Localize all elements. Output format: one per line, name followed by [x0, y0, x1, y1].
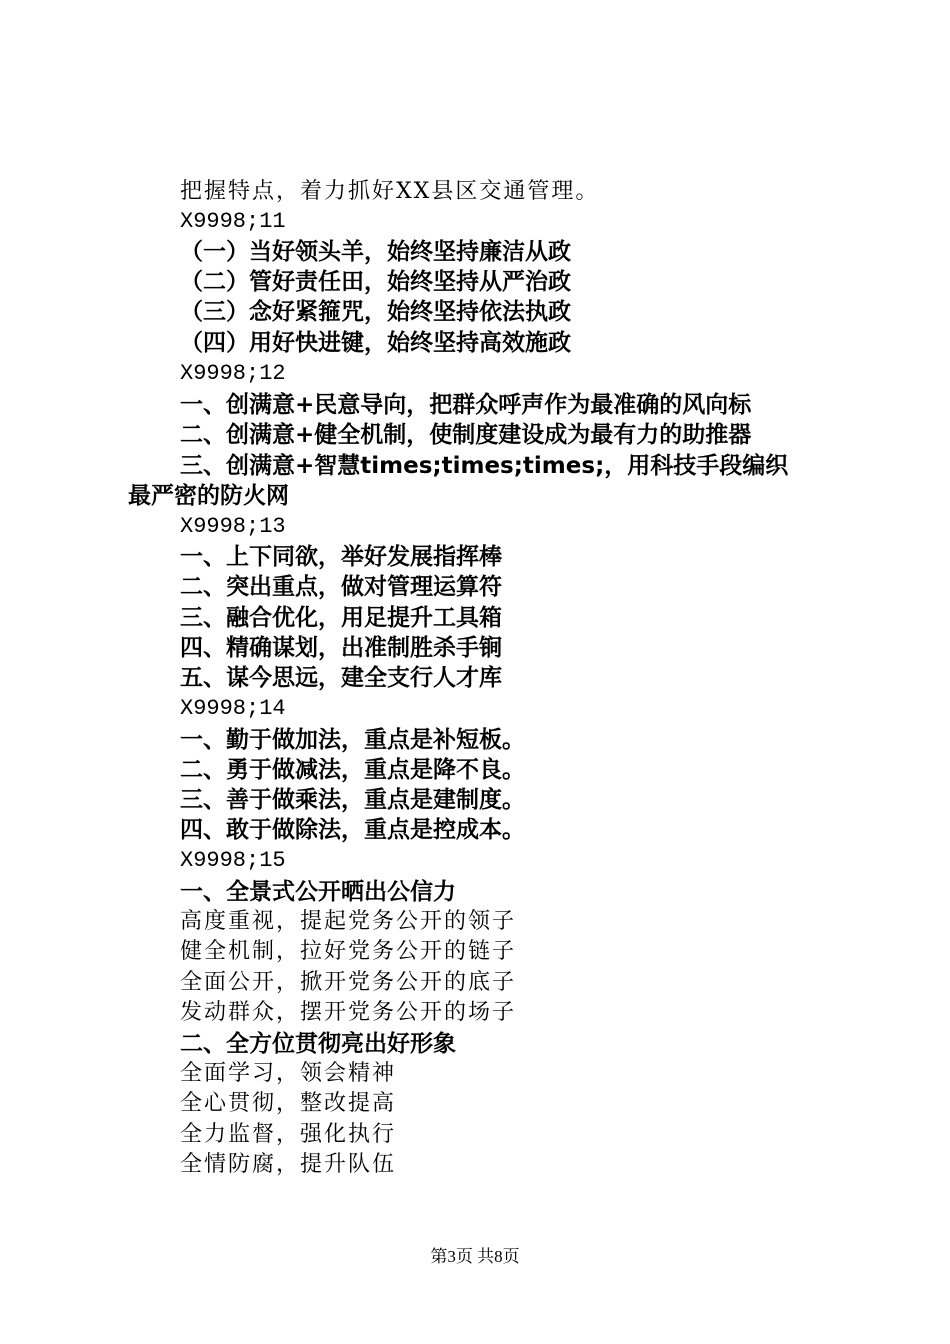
list-item: 三、善于做乘法，重点是建制度。	[180, 787, 525, 813]
section-marker: X9998;15	[180, 848, 286, 873]
list-item: 四、敢于做除法，重点是控成本。	[180, 817, 525, 843]
paragraph-line: 把握特点，着力抓好XX县区交通管理。	[180, 179, 600, 204]
list-item: 三、融合优化，用足提升工具箱	[180, 605, 502, 631]
page-footer: 第3页 共8页	[430, 1247, 520, 1266]
paragraph-line: 健全机制，拉好党务公开的链子	[180, 939, 517, 964]
paragraph-line: 全情防腐，提升队伍	[180, 1152, 397, 1177]
paragraph-line: 全力监督，强化执行	[180, 1122, 397, 1147]
list-item: 二、突出重点，做对管理运算符	[180, 574, 502, 600]
list-item: （一）当好领头羊，始终坚持廉洁从政	[180, 239, 571, 265]
list-item: 一、勤于做加法，重点是补短板。	[180, 727, 525, 753]
list-item: 三、创满意+智慧times;times;times;，用科技手段编织	[180, 453, 789, 479]
list-item: 一、全景式公开晒出公信力	[180, 879, 456, 905]
list-item-continuation: 最严密的防火网	[128, 483, 289, 509]
list-item: 四、精确谋划，出准制胜杀手锏	[180, 635, 502, 661]
paragraph-line: 高度重视，提起党务公开的领子	[180, 909, 517, 934]
list-item: （三）念好紧箍咒，始终坚持依法执政	[180, 299, 571, 325]
paragraph-line: 全面学习，领会精神	[180, 1061, 397, 1086]
section-marker: X9998;13	[180, 514, 286, 539]
section-marker: X9998;11	[180, 209, 286, 234]
list-item: （四）用好快进键，始终坚持高效施政	[180, 330, 571, 356]
section-marker: X9998;12	[180, 361, 286, 386]
list-item: 五、谋今思远，建全支行人才库	[180, 665, 502, 691]
paragraph-line: 全面公开，掀开党务公开的底子	[180, 970, 517, 995]
list-item: 二、勇于做减法，重点是降不良。	[180, 757, 525, 783]
list-item: （二）管好责任田，始终坚持从严治政	[180, 269, 571, 295]
list-item: 一、上下同欲，举好发展指挥棒	[180, 544, 502, 570]
paragraph-line: 全心贯彻，整改提高	[180, 1091, 397, 1116]
list-item: 二、创满意+健全机制，使制度建设成为最有力的助推器	[180, 422, 752, 448]
list-item: 一、创满意+民意导向，把群众呼声作为最准确的风向标	[180, 392, 752, 418]
paragraph-line: 发动群众，摆开党务公开的场子	[180, 1000, 517, 1025]
section-marker: X9998;14	[180, 696, 286, 721]
list-item: 二、全方位贯彻亮出好形象	[180, 1031, 456, 1057]
